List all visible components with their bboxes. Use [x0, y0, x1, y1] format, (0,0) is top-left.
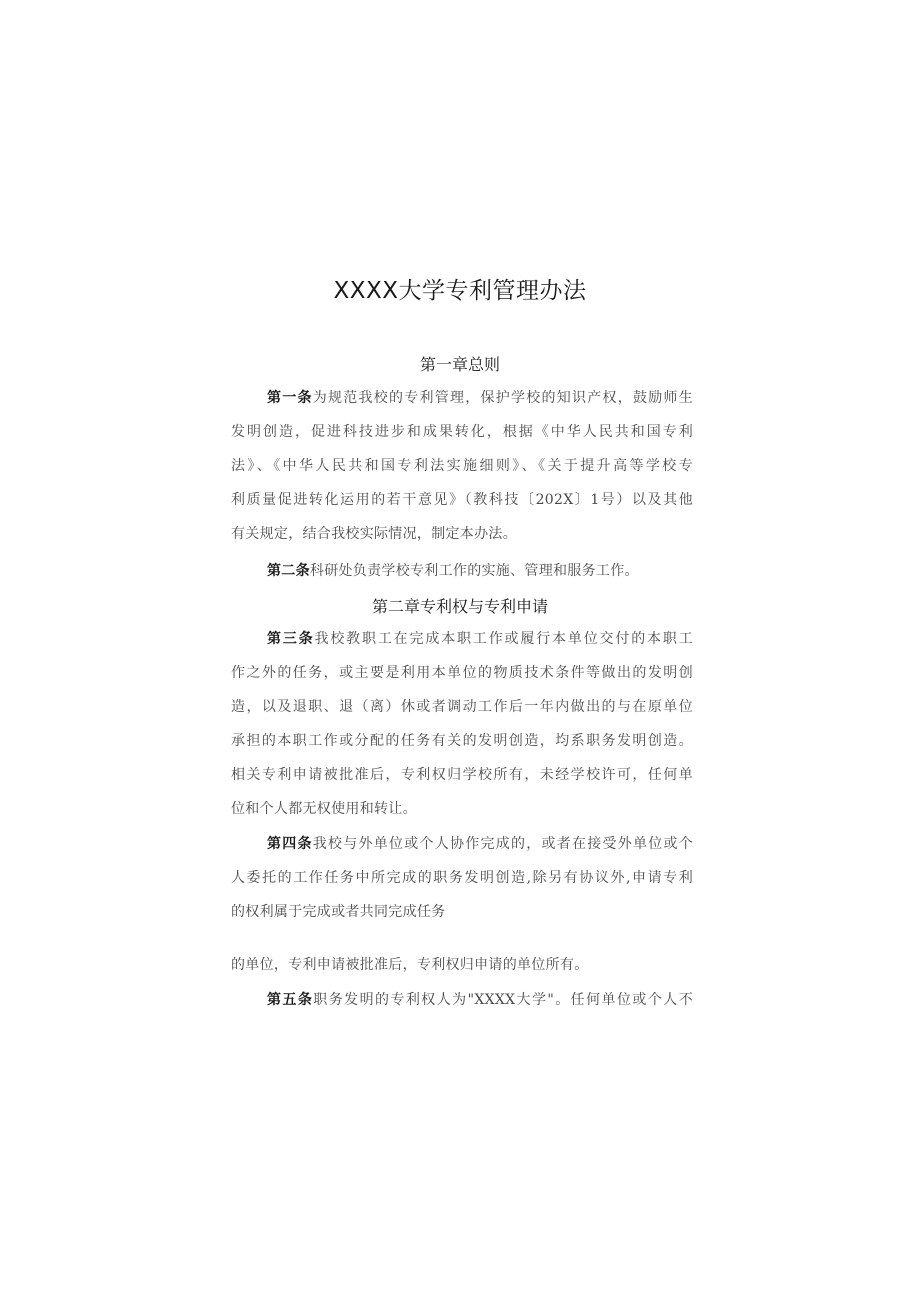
article-1-label: 第一条 [267, 390, 313, 406]
article-4-line-3: 的权利属于完成或者共同完成任务 [231, 904, 446, 920]
article-2-label: 第二条 [267, 563, 310, 579]
article-3-line-3: 造，以及退职、退（离）休或者调动工作后一年内做出的与在原单位 [231, 699, 693, 715]
article-4-line-1: 我校与外单位或个人协作完成的，或者在接受外单位或个 [312, 836, 693, 852]
chapter-2-title: 第二章专利权与专利申请 [371, 597, 548, 616]
article-3-line-4: 承担的本职工作或分配的任务有关的发明创造，均系职务发明创造。 [231, 733, 693, 749]
chapter-1-title: 第一章总则 [419, 355, 500, 374]
article-3-line-5: 相关专利申请被批准后，专利权归学校所有，未经学校许可，任何单 [231, 767, 693, 783]
article-4-line-4: 的单位，专利申请被批准后，专利权归申请的单位所有。 [231, 957, 589, 973]
article-4-line-2: 人委托的工作任务中所完成的职务发明创造,除另有协议外,申请专利 [231, 870, 693, 886]
article-3-line-2: 作之外的任务，或主要是利用本单位的物质技术条件等做出的发明创 [231, 665, 693, 681]
article-5-line-1: 职务发明的专利权人为"XXXX大学"。任何单位或个人不 [313, 992, 693, 1008]
article-1-line-5: 有关规定，结合我校实际情况，制定本办法。 [231, 526, 517, 542]
article-4-label: 第四条 [267, 836, 313, 852]
article-1-line-3: 法》、《中华人民共和国专利法实施细则》、《关于提升高等学校专 [231, 458, 693, 474]
article-1-line-1: 为规范我校的专利管理，保护学校的知识产权，鼓励师生 [312, 390, 693, 406]
article-1-line-2: 发明创造，促进科技进步和成果转化，根据《中华人民共和国专利 [231, 424, 693, 440]
document-title: XXXX大学专利管理办法 [333, 278, 587, 304]
article-5-label: 第五条 [267, 992, 314, 1008]
article-1-line-4: 利质量促进转化运用的若干意见》（教科技〔202X〕1号）以及其他 [231, 492, 693, 508]
article-3-line-1: 我校教职工在完成本职工作或履行本单位交付的本职工 [314, 631, 693, 647]
article-2-line-1: 科研处负责学校专利工作的实施、管理和服务工作。 [309, 563, 639, 579]
article-3-label: 第三条 [267, 631, 315, 647]
article-3-line-6: 位和个人都无权使用和转让。 [231, 801, 417, 817]
